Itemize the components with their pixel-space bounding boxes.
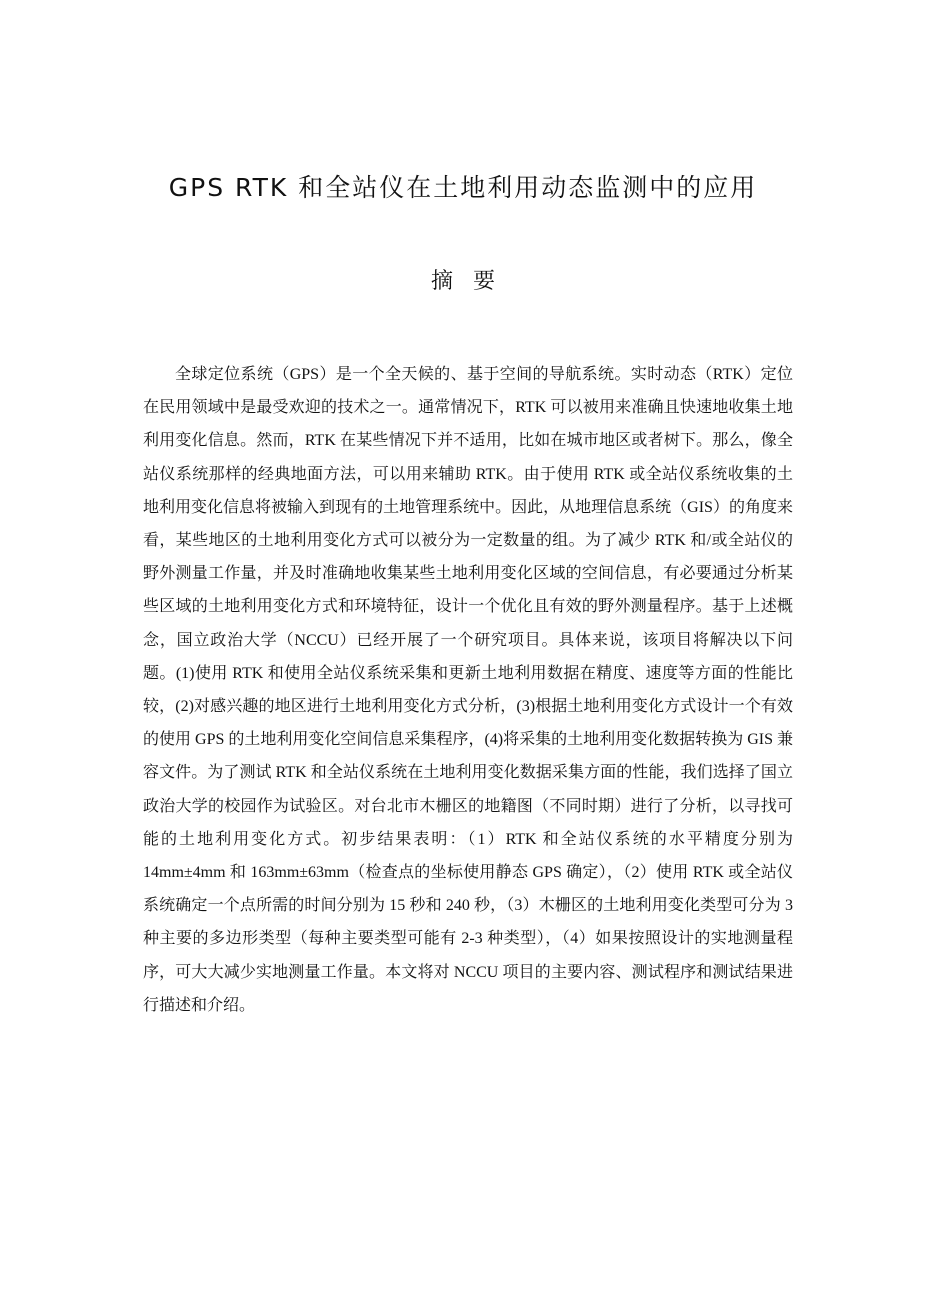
abstract-paragraph: 全球定位系统（GPS）是一个全天候的、基于空间的导航系统。实时动态（RTK）定位在民用领域中是最受欢迎的技术之一。通常情况下，RTK 可以被用来准确且快速地收集土地利用变化信息。然而，RTK 在某些情况下并不适用，比如在城市地区或者树下。那么，像全站仪系统那样的经典地面方法，可以用来辅助 RTK。由于使用 RTK 或全站仪系统收集的土地利用变化信息将被输入到现有的土地管理系统中。因此，从地理信息系统（GIS）的角度来看，某些地区的土地利用变化方式可以被分为一定数量的组。为了减少 RTK 和/或全站仪的野外测量工作量，并及时准确地收集某些土地利用变化区域的空间信息，有必要通过分析某些区域的土地利用变化方式和环境特征，设计一个优化且有效的野外测量程序。基于上述概念，国立政治大学（NCCU）已经开展了一个研究项目。具体来说，该项目将解决以下问题。(1)使用 RTK 和使用全站仪系统采集和更新土地利用数据在精度、速度等方面的性能比较，(2)对感兴趣的地区进行土地利用变化方式分析，(3)根据土地利用变化方式设计一个有效的使用 GPS 的土地利用变化空间信息采集程序，(4)将采集的土地利用变化数据转换为 GIS 兼容文件。为了测试 RTK 和全站仪系统在土地利用变化数据采集方面的性能，我们选择了国立政治大学的校园作为试验区。对台北市木栅区的地籍图（不同时期）进行了分析，以寻找可能的土地利用变化方式。初步结果表明：（1）RTK 和全站仪系统的水平精度分别为 14mm±4mm 和 163mm±63mm（检查点的坐标使用静态 GPS 确定），（2）使用 RTK 或全站仪系统确定一个点所需的时间分别为 15 秒和 240 秒，（3）木栅区的土地利用变化类型可分为 3 种主要的多边形类型（每种主要类型可能有 2-3 种类型），（4）如果按照设计的实地测量程序，可大大减少实地测量工作量。本文将对 NCCU 项目的主要内容、测试程序和测试结果进行描述和介绍。 [143, 366, 793, 1014]
abstract-heading [0, 264, 926, 300]
document-title: GPS RTK 和全站仪在土地利用动态监测中的应用 [168, 173, 758, 202]
abstract-heading-char-2: 要 [473, 269, 496, 294]
abstract-heading-char-1: 摘 [430, 269, 453, 294]
